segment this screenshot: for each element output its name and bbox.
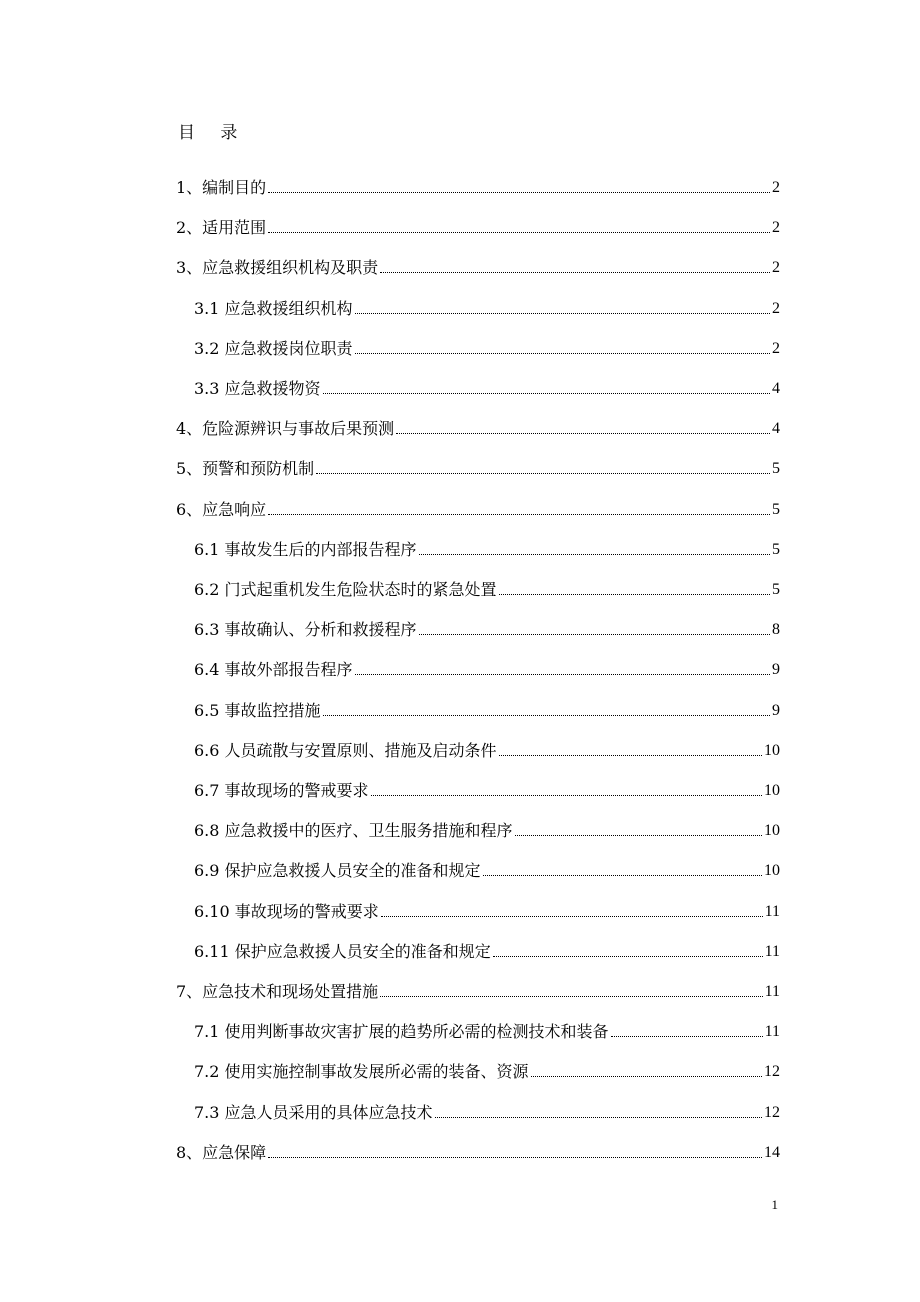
toc-entry[interactable] (194, 922, 780, 962)
toc-entry-label: 6、应急响应 (176, 499, 267, 519)
toc-entry-label: 1、编制目的 (176, 178, 267, 197)
toc-entry-page: 11 (764, 942, 780, 960)
toc-entry[interactable] (194, 520, 780, 560)
toc-entry[interactable] (194, 841, 780, 881)
toc-dot-leader (323, 715, 770, 716)
toc-entry[interactable] (194, 359, 780, 399)
toc-entry[interactable] (194, 319, 780, 359)
toc-entry-page: 5 (772, 540, 780, 558)
toc-entry[interactable] (194, 279, 780, 319)
toc-dot-leader (355, 313, 770, 314)
toc-dot-leader (380, 272, 770, 273)
toc-entry-label: 6.10 事故现场的警戒要求 (194, 901, 379, 921)
toc-entry-label: 6.4 事故外部报告程序 (194, 660, 353, 680)
toc-dot-leader (268, 192, 770, 193)
toc-title: 目 录 (178, 123, 248, 143)
toc-entry[interactable] (194, 600, 780, 640)
toc-entry-page: 9 (772, 701, 780, 719)
toc-dot-leader (371, 795, 762, 796)
toc-entry-page: 10 (764, 822, 780, 840)
toc-entry-page: 9 (772, 661, 780, 679)
toc-dot-leader (355, 353, 770, 354)
toc-entry-page: 4 (772, 420, 780, 438)
toc-entry-label: 4、危险源辨识与事故后果预测 (176, 419, 395, 439)
toc-entry[interactable] (194, 640, 780, 680)
toc-entry-label: 7、应急技术和现场处置措施 (176, 982, 379, 1001)
toc-entry[interactable] (176, 439, 780, 479)
toc-dot-leader (483, 875, 762, 876)
toc-entry-label: 3.3 应急救援物资 (194, 379, 321, 398)
toc-dot-leader (611, 1036, 763, 1037)
toc-entry-page: 5 (772, 500, 780, 518)
toc-dot-leader (268, 232, 770, 233)
toc-entry-page: 11 (764, 1023, 780, 1041)
toc-entry-page: 4 (772, 380, 780, 397)
toc-entry-page: 10 (764, 782, 780, 799)
toc-entry-page: 12 (764, 1103, 780, 1121)
toc-entry-label: 5、预警和预防机制 (176, 459, 315, 479)
toc-entry-label: 6.5 事故监控措施 (194, 700, 321, 720)
toc-dot-leader (515, 835, 762, 836)
toc-entry-page: 5 (772, 581, 780, 598)
toc-entry-label: 3、应急救援组织机构及职责 (176, 258, 379, 278)
toc-entry-label: 7.2 使用实施控制事故发展所必需的装备、资源 (194, 1062, 529, 1082)
toc-dot-leader (419, 554, 770, 555)
toc-entry-label: 6.6 人员疏散与安置原则、措施及启动条件 (194, 740, 497, 760)
toc-dot-leader (381, 916, 763, 917)
toc-entry-page: 2 (772, 339, 780, 357)
toc-entry[interactable] (176, 198, 780, 238)
toc-entry-page: 11 (764, 983, 780, 1000)
toc-dot-leader (531, 1076, 762, 1077)
page-number: 1 (771, 1197, 778, 1212)
toc-dot-leader (380, 996, 762, 997)
toc-entry[interactable] (194, 801, 780, 841)
toc-entry-page: 11 (764, 902, 780, 920)
toc-entry[interactable] (194, 882, 780, 922)
toc-entry-label: 6.9 保护应急救援人员安全的准备和规定 (194, 861, 481, 881)
toc-dot-leader (316, 473, 770, 474)
toc-dot-leader (419, 634, 770, 635)
toc-dot-leader (268, 514, 770, 515)
toc-dot-leader (396, 433, 770, 434)
toc-entry-label: 6.3 事故确认、分析和救援程序 (194, 620, 417, 640)
toc-entry[interactable] (194, 1083, 780, 1123)
toc-entry-page: 10 (764, 741, 780, 759)
toc-entry[interactable] (194, 1002, 780, 1042)
toc-entry-label: 6.8 应急救援中的医疗、卫生服务措施和程序 (194, 821, 513, 841)
toc-entry[interactable] (176, 962, 780, 1002)
toc-dot-leader (355, 674, 770, 675)
toc-dot-leader (268, 1157, 762, 1158)
toc-entry-label: 6.11 保护应急救援人员安全的准备和规定 (194, 941, 491, 961)
toc-entry[interactable] (176, 1123, 780, 1163)
toc-entry-page: 2 (772, 299, 780, 317)
toc-entry-label: 3.1 应急救援组织机构 (194, 298, 353, 318)
toc-entry[interactable] (176, 238, 780, 278)
toc-entry-label: 8、应急保障 (176, 1142, 267, 1162)
toc-entry[interactable] (194, 1042, 780, 1082)
toc-entry-page: 2 (772, 179, 780, 196)
toc-entry-label: 6.1 事故发生后的内部报告程序 (194, 539, 417, 559)
toc-entry[interactable] (194, 721, 780, 761)
toc-entry[interactable] (194, 681, 780, 721)
toc-entry-page: 8 (772, 621, 780, 639)
toc-entry-page: 5 (772, 460, 780, 478)
toc-entry-label: 7.1 使用判断事故灾害扩展的趋势所必需的检测技术和装备 (194, 1022, 609, 1042)
toc-entry-page: 10 (764, 862, 780, 880)
toc-entry-label: 6.7 事故现场的警戒要求 (194, 781, 369, 800)
toc-dot-leader (493, 956, 763, 957)
toc-entry-label: 3.2 应急救援岗位职责 (194, 338, 353, 358)
toc-entry[interactable] (176, 158, 780, 198)
toc-entry-label: 2、适用范围 (176, 218, 267, 238)
toc-entry-page: 12 (764, 1063, 780, 1081)
toc-dot-leader (323, 393, 770, 394)
toc-entry-page: 2 (772, 219, 780, 237)
toc-entry[interactable] (194, 761, 780, 801)
toc-dot-leader (499, 594, 770, 595)
toc-dot-leader (499, 755, 762, 756)
toc-entry-label: 6.2 门式起重机发生危险状态时的紧急处置 (194, 580, 497, 599)
toc-entry[interactable] (176, 399, 780, 439)
toc-entry[interactable] (176, 480, 780, 520)
toc-entry-page: 14 (764, 1143, 780, 1161)
toc-entry-label: 7.3 应急人员采用的具体应急技术 (194, 1102, 433, 1122)
toc-entry[interactable] (194, 560, 780, 600)
toc-dot-leader (435, 1117, 762, 1118)
toc-entry-page: 2 (772, 259, 780, 277)
